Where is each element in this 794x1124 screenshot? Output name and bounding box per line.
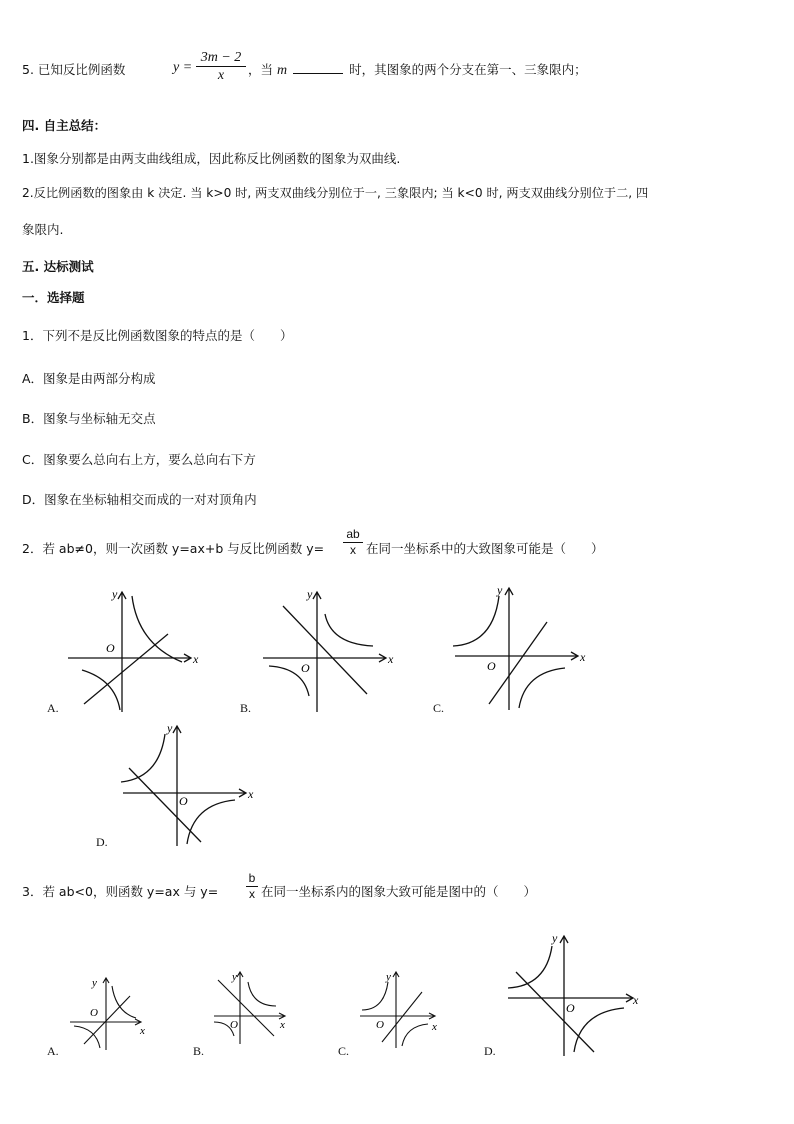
q3-graph-d bbox=[502, 928, 652, 1058]
q1-option-a: A．图象是由两部分构成 bbox=[22, 371, 156, 386]
q3-c-origin: O bbox=[376, 1019, 384, 1031]
summary-heading: 四. 自主总结： bbox=[22, 118, 107, 133]
q3-graph-a bbox=[66, 972, 156, 1052]
q2-b-origin: O bbox=[301, 661, 310, 675]
q5-suffix: 时，其图象的两个分支在第一、三象限内； bbox=[349, 62, 587, 77]
summary-item-1: 1.图象分别都是由两支曲线组成，因此称反比例函数的图象为双曲线. bbox=[22, 151, 401, 166]
q3-graph-b bbox=[210, 966, 300, 1046]
q3-d-origin: O bbox=[566, 1001, 575, 1015]
q5-fraction bbox=[196, 50, 246, 83]
q2-a-y-label: y bbox=[112, 587, 118, 601]
q2-frac-num: ab bbox=[346, 527, 360, 541]
q5-line bbox=[22, 60, 125, 78]
q5-mid: ，当 bbox=[248, 62, 274, 77]
q3-c-x-label: x bbox=[432, 1021, 437, 1033]
q3-graph-c bbox=[356, 966, 446, 1050]
q3-d-y-label: y bbox=[552, 931, 558, 945]
q2-stem-before: 2．若 ab≠0，则一次函数 y=ax+b 与反比例函数 y= bbox=[22, 541, 325, 556]
q2-frac-den: x bbox=[350, 543, 356, 557]
q3-a-origin: O bbox=[90, 1007, 98, 1019]
q1-option-c: C．图象要么总向右上方，要么总向右下方 bbox=[22, 452, 256, 467]
q3-b-origin: O bbox=[230, 1019, 238, 1031]
q3-fraction bbox=[246, 872, 258, 901]
q2-d-x-label: x bbox=[248, 787, 254, 801]
q1-option-d: D．图象在坐标轴相交而成的一对对顶角内 bbox=[22, 492, 257, 507]
q2-graph-b-label: B. bbox=[240, 701, 252, 715]
q2-b-x-label: x bbox=[388, 652, 394, 666]
q5-frac-den: x bbox=[217, 68, 225, 83]
q3-graph-a-label: A. bbox=[47, 1044, 59, 1058]
q5-y-eq: y = bbox=[173, 60, 193, 75]
summary-item-2-line-1: 2.反比例函数的图象由 k 决定. 当 k>0 时, 两支双曲线分别位于一, 三象限内; 当 k<0 时, 两支双曲线分别位于二, 四 bbox=[22, 186, 649, 200]
q5-var-m: m bbox=[277, 63, 288, 78]
q2-c-y-label: y bbox=[497, 583, 503, 597]
q5-rest bbox=[248, 60, 587, 79]
q3-graph-c-label: C. bbox=[338, 1044, 350, 1058]
q2-graph-a-label: A. bbox=[47, 701, 59, 715]
q2-fraction bbox=[343, 528, 363, 557]
q2-graph-c-label: C. bbox=[433, 701, 445, 715]
q2-graph-d-label: D. bbox=[96, 835, 108, 849]
q3-stem-before: 3．若 ab<0，则函数 y=ax 与 y= bbox=[22, 884, 219, 899]
q2-a-x-label: x bbox=[193, 652, 199, 666]
q3-d-x-label: x bbox=[633, 993, 639, 1007]
q3-a-x-label: x bbox=[140, 1025, 145, 1037]
q2-c-origin: O bbox=[487, 659, 496, 673]
q5-answer-blank bbox=[293, 63, 343, 74]
q3-frac-num: b bbox=[248, 871, 256, 885]
q3-c-y-label: y bbox=[386, 971, 391, 983]
q3-graph-d-label: D. bbox=[484, 1044, 496, 1058]
q3-graph-b-label: B. bbox=[193, 1044, 205, 1058]
q3-a-y-label: y bbox=[92, 977, 97, 989]
summary-item-2-line-2: 象限内. bbox=[22, 222, 64, 237]
q2-graph-c bbox=[447, 580, 597, 714]
test-subheading: 一．选择题 bbox=[22, 290, 85, 305]
q2-d-origin: O bbox=[179, 794, 188, 808]
q2-d-y-label: y bbox=[167, 721, 173, 735]
q2-c-x-label: x bbox=[580, 650, 586, 664]
q2-stem-after: 在同一坐标系中的大致图象可能是（ ） bbox=[366, 541, 604, 556]
q2-graph-d bbox=[115, 718, 265, 848]
test-heading: 五. 达标测试 bbox=[22, 259, 94, 274]
q2-graph-a bbox=[60, 584, 210, 714]
q3-stem-after: 在同一坐标系内的图象大致可能是图中的（ ） bbox=[261, 884, 537, 899]
q2-a-origin: O bbox=[106, 641, 115, 655]
q2-b-y-label: y bbox=[307, 587, 313, 601]
q2-graph-b bbox=[255, 584, 405, 714]
q1-option-b: B．图象与坐标轴无交点 bbox=[22, 411, 156, 426]
q3-frac-den: x bbox=[249, 887, 255, 901]
q5-prefix: 5. 已知反比例函数 bbox=[22, 62, 126, 77]
q5-frac-num: 3m − 2 bbox=[200, 50, 242, 65]
q1-stem: 1．下列不是反比例函数图象的特点的是（ ） bbox=[22, 328, 293, 343]
q3-b-y-label: y bbox=[232, 971, 237, 983]
q3-b-x-label: x bbox=[280, 1019, 285, 1031]
